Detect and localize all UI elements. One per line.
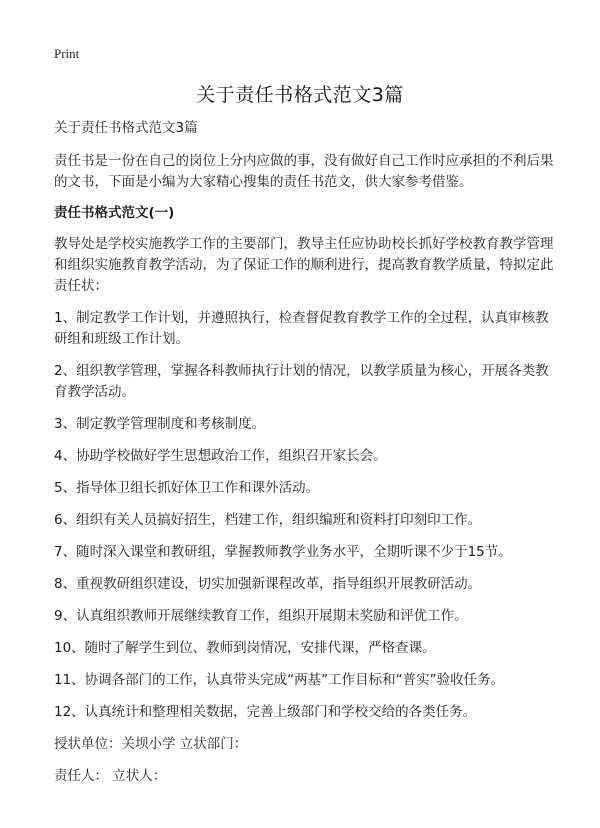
document-subtitle: 关于责任书格式范文3篇 xyxy=(54,120,198,136)
list-item: 3、制定教学管理制度和考核制度。 xyxy=(54,416,266,432)
section-intro-paragraph: 教导处是学校实施教学工作的主要部门，教导主任应协助校长抓好学校教育教学管理和组织实施教育教学活动，为了保证工作的顺利进行，提高教育教学质量，特拟定此责任状： xyxy=(54,236,554,294)
responsible-line: 责任人： 立状人： xyxy=(54,768,167,784)
document-title: 关于责任书格式范文3篇 xyxy=(196,84,404,106)
list-item: 4、协助学校做好学生思想政治工作，组织召开家长会。 xyxy=(54,448,387,464)
section-heading: 责任书格式范文(一) xyxy=(54,205,175,221)
list-item: 12、认真统计和整理相关数据，完善上级部门和学校交给的各类任务。 xyxy=(54,704,477,720)
list-item: 6、组织有关人员搞好招生，档建工作，组织编班和资料打印刻印工作。 xyxy=(54,512,482,528)
list-item: 1、制定教学工作计划，并遵照执行，检查督促教育教学工作的全过程，认真审核教研组和班级工作计划。 xyxy=(54,310,549,347)
document-body xyxy=(54,118,554,798)
list-item: 10、随时了解学生到位、教师到岗情况，安排代课，严格查课。 xyxy=(54,640,436,656)
intro-paragraph: 责任书是一份在自己的岗位上分内应做的事，没有做好自己工作时应承担的不利后果的文书，下面是小编为大家精心搜集的责任书范文，供大家参考借鉴。 xyxy=(54,153,554,190)
print-label: Print xyxy=(54,46,80,61)
list-item: 11、协调各部门的工作，认真带头完成“两基”工作目标和“普实”验收任务。 xyxy=(54,672,505,688)
list-item: 8、重视教研组织建设，切实加强新课程改革，指导组织开展教研活动。 xyxy=(54,576,482,592)
list-item: 5、指导体卫组长抓好体卫工作和课外活动。 xyxy=(54,480,320,496)
list-item: 9、认真组织教师开展继续教育工作，组织开展期末奖励和评优工作。 xyxy=(54,608,468,624)
list-item: 2、组织教学管理，掌握各科教师执行计划的情况，以教学质量为核心，开展各类教育教学活动。 xyxy=(54,363,549,400)
issuer-line: 授状单位：关坝小学 立状部门： xyxy=(54,736,248,752)
list-item: 7、随时深入课堂和教研组，掌握教师教学业务水平，全期听课不少于15节。 xyxy=(54,544,512,560)
